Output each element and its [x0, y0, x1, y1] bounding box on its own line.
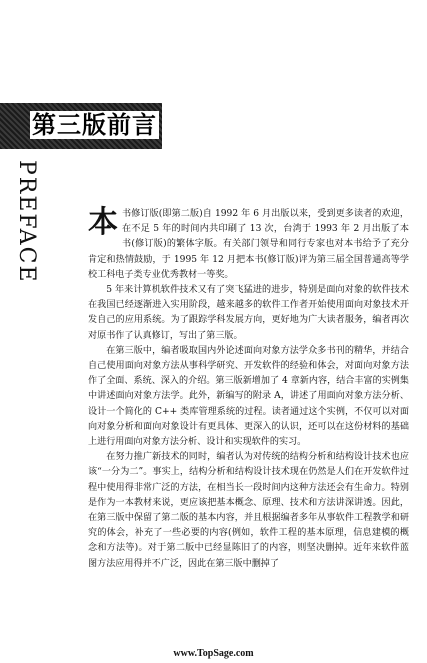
preface-body	[88, 207, 409, 572]
footer-url: www.TopSage.com	[173, 648, 254, 659]
paragraph-1-text: 书修订版(即第二版)自 1992 年 6 月出版以来，受到更多读者的欢迎，在不足 5 年的时间内共印刷了 13 次，台湾于 1993 年 2 月出版了本书(修订版)的繁体字版。有关部门领导和同行专家也对本书给予了充分肯定和热情鼓励，于 1995 年 12 月把本书(修订版)评为第三届全国普通高等学校工科电子类专业优秀教材一等奖。	[88, 209, 409, 280]
page-title: 第三版前言	[32, 111, 157, 139]
paragraph-3: 在第三版中，编者吸取国内外论述面向对象方法学众多书刊的精华，并结合自己使用面向对象方法从事科学研究、开发软件的经验和体会，对面向对象方法作了全面、系统、深入的介绍。第三版新增加了 4 章新内容，结合丰富的实例集中讲述面向对象方法学。此外，新编写的附录 A，讲述了用面向对象方法分析、设计一个简化的 C++ 类库管理系统的过程。读者通过这个实例，不仅可以对面向对象分析和面向对象设计有更具体、更深入的认识，还可以在这份材料的基础上进行用面向对象方法分析、设计和实现软件的实习。	[88, 345, 409, 448]
paragraph-4: 在努力推广新技术的同时，编者认为对传统的结构分析和结构设计技术也应该“一分为二”。事实上，结构分析和结构设计技术现在仍然是人们在开发软件过程中使用得非常广泛的方法，在相当长一段时间内这种方法还会有生命力。特别是作为一本教材来说，更应该把基本概念、原理、技术和方法讲深讲透。因此，在第三版中保留了第二版的基本内容，并且根据编者多年从事软件工程教学和研究的体会，补充了一些必要的内容(例如，软件工程的基本原理，信息建模的概念和方法等)。对于第二版中已经显陈旧了的内容，则坚决删掉。近年来软件蓝图方法应用得并不广泛，因此在第三版中删掉了	[88, 452, 409, 569]
preface-side-label	[13, 160, 39, 284]
paragraph-2: 5 年来计算机软件技术又有了突飞猛进的进步，特别是面向对象的软件技术在我国已经逐渐进入实用阶段，越来越多的软件工作者开始使用面向对象技术开发自己的应用系统。为了跟踪学科发展方向，更好地为广大读者服务，编者再次对原书作了认真修订，写出了第三版。	[88, 285, 409, 341]
drop-cap: 本	[88, 205, 118, 240]
preface-text: PREFACE	[14, 160, 39, 284]
paragraph-1	[88, 207, 409, 283]
